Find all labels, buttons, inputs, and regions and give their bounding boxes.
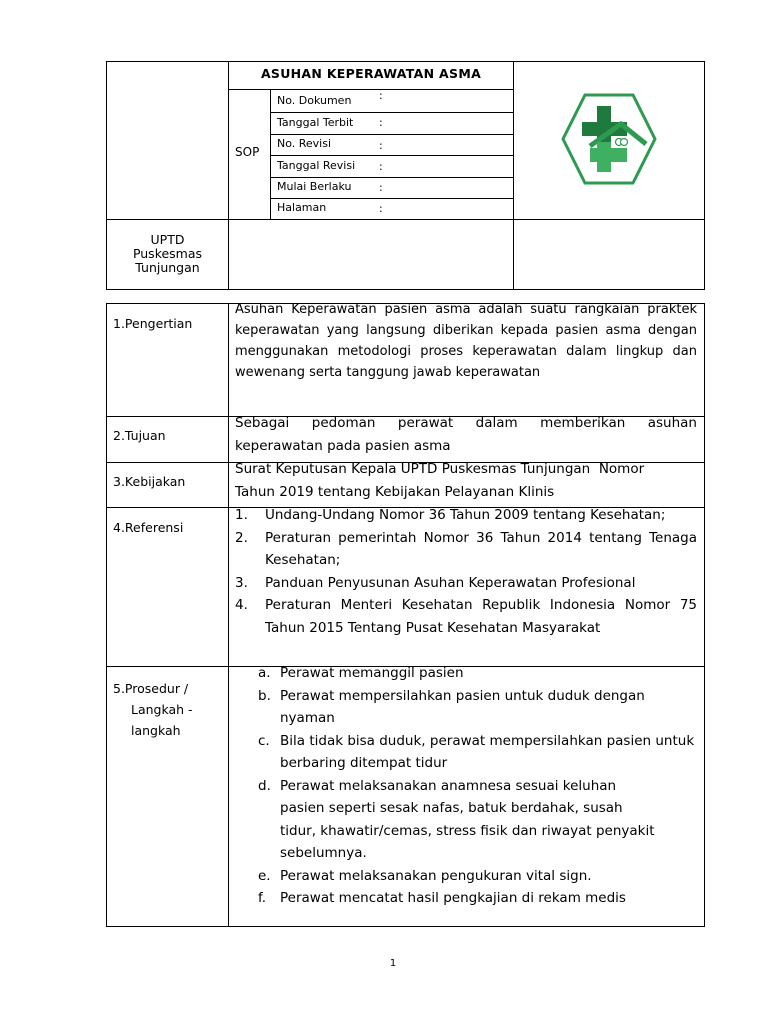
list-number: 4. — [235, 597, 248, 613]
org-line: Tunjungan — [135, 260, 200, 275]
prosedur-list — [258, 662, 698, 910]
section-label-pengertian: 1.Pengertian — [113, 316, 193, 331]
label-line: 5.Prosedur / — [113, 681, 189, 696]
organization-name — [107, 233, 228, 275]
label-line: langkah — [131, 723, 181, 738]
section-text-pengertian: Asuhan Keperawatan pasien asma adalah suatu rangkaian praktek keperawatan yang langsung diberikan kepada pasien asma dengan menggunakan metodologi proses keperawatan dalam lingkup dan wewenang serta tanggung jawab keperawatan — [235, 302, 697, 380]
list-item — [235, 504, 697, 527]
list-text: Perawat melaksanakan anamnesa sesuai keluhan pasien seperti sesak nafas, batuk berdahak, susah tidur, khawatir/cemas, stress fisik dan riwayat penyakit sebelumnya. — [280, 777, 655, 861]
referensi-list — [235, 504, 697, 639]
list-item — [258, 887, 698, 910]
list-letter: a. — [258, 665, 271, 681]
list-text: Peraturan Menteri Kesehatan Republik Indonesia Nomor 75 Tahun 2015 Tentang Pusat Kesehatan Masyarakat — [265, 597, 697, 636]
field-label-tanggal-revisi: Tanggal Revisi — [277, 159, 356, 172]
field-divider — [270, 112, 514, 113]
list-text: Peraturan pemerintah Nomor 36 Tahun 2014 tentang Tenaga Kesehatan; — [265, 529, 697, 568]
list-letter: d. — [258, 777, 271, 794]
field-label-no-dokumen: No. Dokumen — [277, 94, 352, 107]
list-text: Perawat mempersilahkan pasien untuk duduk dengan nyaman — [280, 687, 645, 726]
field-divider — [270, 198, 514, 199]
field-divider — [270, 134, 514, 135]
list-item — [235, 572, 697, 595]
field-sep: : — [379, 89, 383, 102]
section-text-tujuan: Sebagai pedoman perawat dalam memberikan asuhan keperawatan pada pasien asma — [235, 415, 697, 454]
sop-label: SOP — [235, 145, 260, 159]
list-item — [258, 865, 698, 888]
list-item — [235, 527, 697, 572]
list-text: Perawat mencatat hasil pengkajian di rekam medis — [280, 890, 626, 906]
document-title: ASUHAN KEPERAWATAN ASMA — [260, 66, 482, 81]
list-number: 1. — [235, 507, 248, 523]
field-label-mulai-berlaku: Mulai Berlaku — [277, 180, 352, 193]
field-label-no-revisi: No. Revisi — [277, 137, 332, 150]
header-row-divider — [106, 219, 705, 220]
field-label-tanggal-terbit: Tanggal Terbit — [277, 116, 354, 129]
content-column-divider — [228, 303, 229, 927]
page-number: 1 — [389, 958, 397, 969]
field-sep: : — [379, 160, 383, 173]
field-sep: : — [379, 202, 383, 215]
list-item — [258, 730, 698, 775]
list-number: 3. — [235, 574, 248, 591]
field-sep: : — [379, 116, 383, 129]
section-label-prosedur — [113, 678, 193, 741]
field-label-halaman: Halaman — [277, 201, 327, 214]
puskesmas-logo-icon — [560, 92, 658, 186]
list-item — [235, 594, 697, 639]
list-letter: b. — [258, 687, 271, 704]
field-sep: : — [379, 139, 383, 152]
field-divider — [270, 155, 514, 156]
list-letter: e. — [258, 867, 271, 884]
list-text: Panduan Penyusunan Asuhan Keperawatan Profesional — [265, 574, 636, 591]
list-text: Bila tidak bisa duduk, perawat mempersilahkan pasien untuk berbaring ditempat tidur — [280, 732, 695, 771]
label-line: Langkah - — [131, 702, 193, 717]
section-label-kebijakan: 3.Kebijakan — [113, 474, 186, 489]
list-letter: f. — [258, 890, 267, 906]
header-divider-left — [228, 61, 229, 290]
section-label-tujuan: 2.Tujuan — [113, 428, 166, 443]
field-divider — [270, 177, 514, 178]
list-text: Perawat memanggil pasien — [280, 665, 464, 681]
list-text: Undang-Undang Nomor 36 Tahun 2009 tentang Kesehatan; — [265, 507, 666, 523]
section-label-referensi: 4.Referensi — [113, 520, 184, 535]
list-number: 2. — [235, 529, 248, 546]
list-letter: c. — [258, 732, 270, 749]
org-line: UPTD — [150, 232, 185, 247]
section-text-kebijakan: Surat Keputusan Kepala UPTD Puskesmas Tunjungan Nomor Tahun 2019 tentang Kebijakan Pelayanan Klinis — [235, 461, 679, 500]
field-sep: : — [379, 181, 383, 194]
header-divider-right — [513, 61, 514, 290]
list-item — [258, 685, 698, 730]
list-item — [258, 775, 698, 865]
list-item — [258, 662, 698, 685]
org-line: Puskesmas — [132, 246, 203, 261]
list-text: Perawat melaksanakan pengukuran vital sign. — [280, 867, 592, 884]
